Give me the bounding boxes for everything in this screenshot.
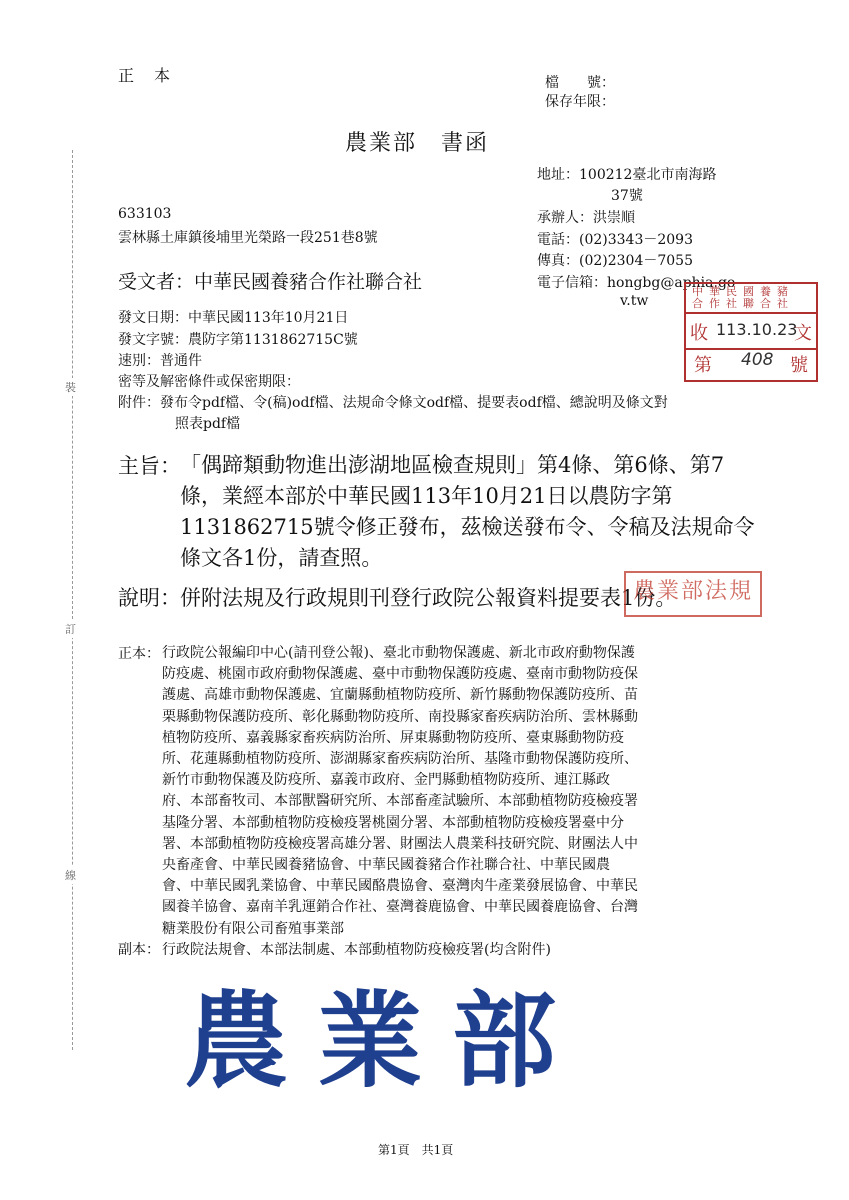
subject-line: 1131862715號令修正發布，茲檢送發布令、令稿及法規命令 <box>180 515 755 539</box>
speed-class: 速別：普通件 <box>118 353 202 369</box>
document-number: 發文字號：農防字第1131862715C號 <box>118 332 358 348</box>
file-number-label: 檔 號： <box>545 75 615 91</box>
recipient-line: 會、中華民國乳業協會、中華民國酪農協會、臺灣肉牛產業發展協會、中華民 <box>162 878 638 895</box>
recipient-line: 行政院公報編印中心(請刊登公報)、臺北市動物保護處、新北市政府動物保護 <box>162 645 635 661</box>
stamp-receive-char: 收 <box>690 323 708 344</box>
binding-char-zhuang: 裝 <box>65 378 76 396</box>
stamp-date: 113.10.23 <box>716 320 798 339</box>
sender-fax: 傳真：(02)2304－7055 <box>537 253 693 269</box>
copy-recipients-label: 副本： <box>118 942 160 958</box>
recipient-line: 署、本部動植物防疫檢疫署高雄分署、財團法人農業科技研究院、財團法人中 <box>162 835 638 852</box>
recipient-line: 新竹市動物保護及防疫所、嘉義市政府、金門縣動植物防疫所、連江縣政 <box>162 772 610 789</box>
stamp-org-line-2: 合作社聯合社 <box>692 297 794 310</box>
sender-email: 電子信箱：hongbg@aphia.go <box>537 275 736 291</box>
copy-mark: 正 本 <box>118 66 173 85</box>
subject-line: 條文各1份，請查照。 <box>180 546 383 570</box>
recipient-line: 糖業股份有限公司畜殖事業部 <box>162 920 344 937</box>
regulation-seal: 農業部法規 <box>624 571 762 617</box>
stamp-number: 408 <box>741 350 774 370</box>
original-recipients-label: 正本： <box>118 646 160 662</box>
sender-address-cont: 37號 <box>611 188 643 204</box>
sender-address: 地址：100212臺北市南海路 <box>537 167 717 183</box>
ministry-seal <box>150 985 620 1095</box>
subject-text <box>180 450 755 574</box>
recipient-line: 植物防疫所、嘉義縣家畜疾病防治所、屏東縣動物防疫所、臺東縣動物防疫 <box>162 729 624 746</box>
ministry-seal-text: 農業部 <box>183 985 587 1095</box>
binding-char-ding: 訂 <box>65 620 76 638</box>
recipient-line: 國養羊協會、嘉南羊乳運銷合作社、臺灣養鹿協會、中華民國養鹿協會、台灣 <box>162 899 638 916</box>
recipient-line: 基隆分署、本部動植物防疫檢疫署桃園分署、本部動植物防疫檢疫署臺中分 <box>162 814 624 831</box>
subject-line: 「偶蹄類動物進出澎湖地區檢查規則」第4條、第6條、第7 <box>180 453 725 477</box>
sender-contact: 承辦人：洪崇順 <box>537 210 635 226</box>
recipient-postal-code: 633103 <box>118 206 172 222</box>
stamp-doc-char: 文 <box>794 323 812 344</box>
stamp-no-right: 號 <box>790 355 808 376</box>
recipient-line: 護處、高雄市動物保護處、宜蘭縣動植物防疫所、新竹縣動物保護防疫所、苗 <box>162 687 638 704</box>
recipient-line: 所、花蓮縣動植物防疫所、澎湖縣家畜疾病防治所、基隆市動物保護防疫所、 <box>162 751 638 768</box>
original-recipients <box>162 643 638 940</box>
receipt-stamp <box>684 282 818 382</box>
recipient-line: 栗縣動物保護防疫所、彰化縣動物防疫所、南投縣家畜疾病防治所、雲林縣動 <box>162 708 638 725</box>
sender-phone: 電話：(02)3343－2093 <box>537 232 693 248</box>
recipient-line: 央畜產會、中華民國養豬協會、中華民國養豬合作社聯合社、中華民國農 <box>162 857 610 874</box>
recipient-line: 府、本部畜牧司、本部獸醫研究所、本部畜產試驗所、本部動植物防疫檢疫署 <box>162 793 638 810</box>
attachments-cont: 照表pdf檔 <box>175 416 241 432</box>
copy-recipients: 行政院法規會、本部法制處、本部動植物防疫檢疫署(均含附件) <box>162 942 551 958</box>
document-title: 農業部 書函 <box>345 131 490 156</box>
addressee: 受文者：中華民國養豬合作社聯合社 <box>118 271 423 293</box>
sender-email-cont: v.tw <box>620 293 649 309</box>
stamp-no-left: 第 <box>694 355 712 376</box>
attachments: 附件：發布令pdf檔、令(稿)odf檔、法規命令條文odf檔、提要表odf檔、總說明及條文對 <box>118 395 668 411</box>
issue-date: 發文日期：中華民國113年10月21日 <box>118 310 349 326</box>
binding-line <box>72 150 73 1050</box>
subject-line: 條，業經本部於中華民國113年10月21日以農防字第 <box>180 484 673 508</box>
explanation-label: 說明： <box>118 586 181 610</box>
security-level: 密等及解密條件或保密期限： <box>118 374 300 390</box>
explanation-text: 併附法規及行政規則刊登行政院公報資料提要表1份。 <box>180 586 677 610</box>
recipient-address: 雲林縣土庫鎮後埔里光榮路一段251巷8號 <box>118 230 378 246</box>
stamp-org-line-1: 中華民國養豬 <box>692 285 794 298</box>
recipient-line: 防疫處、桃園市政府動物保護處、臺中市動物保護防疫處、臺南市動物防疫保 <box>162 666 638 683</box>
page-footer: 第1頁 共1頁 <box>378 1143 454 1157</box>
retention-label: 保存年限： <box>545 94 615 110</box>
binding-char-xian: 線 <box>65 866 76 884</box>
subject-label: 主旨： <box>118 454 181 478</box>
